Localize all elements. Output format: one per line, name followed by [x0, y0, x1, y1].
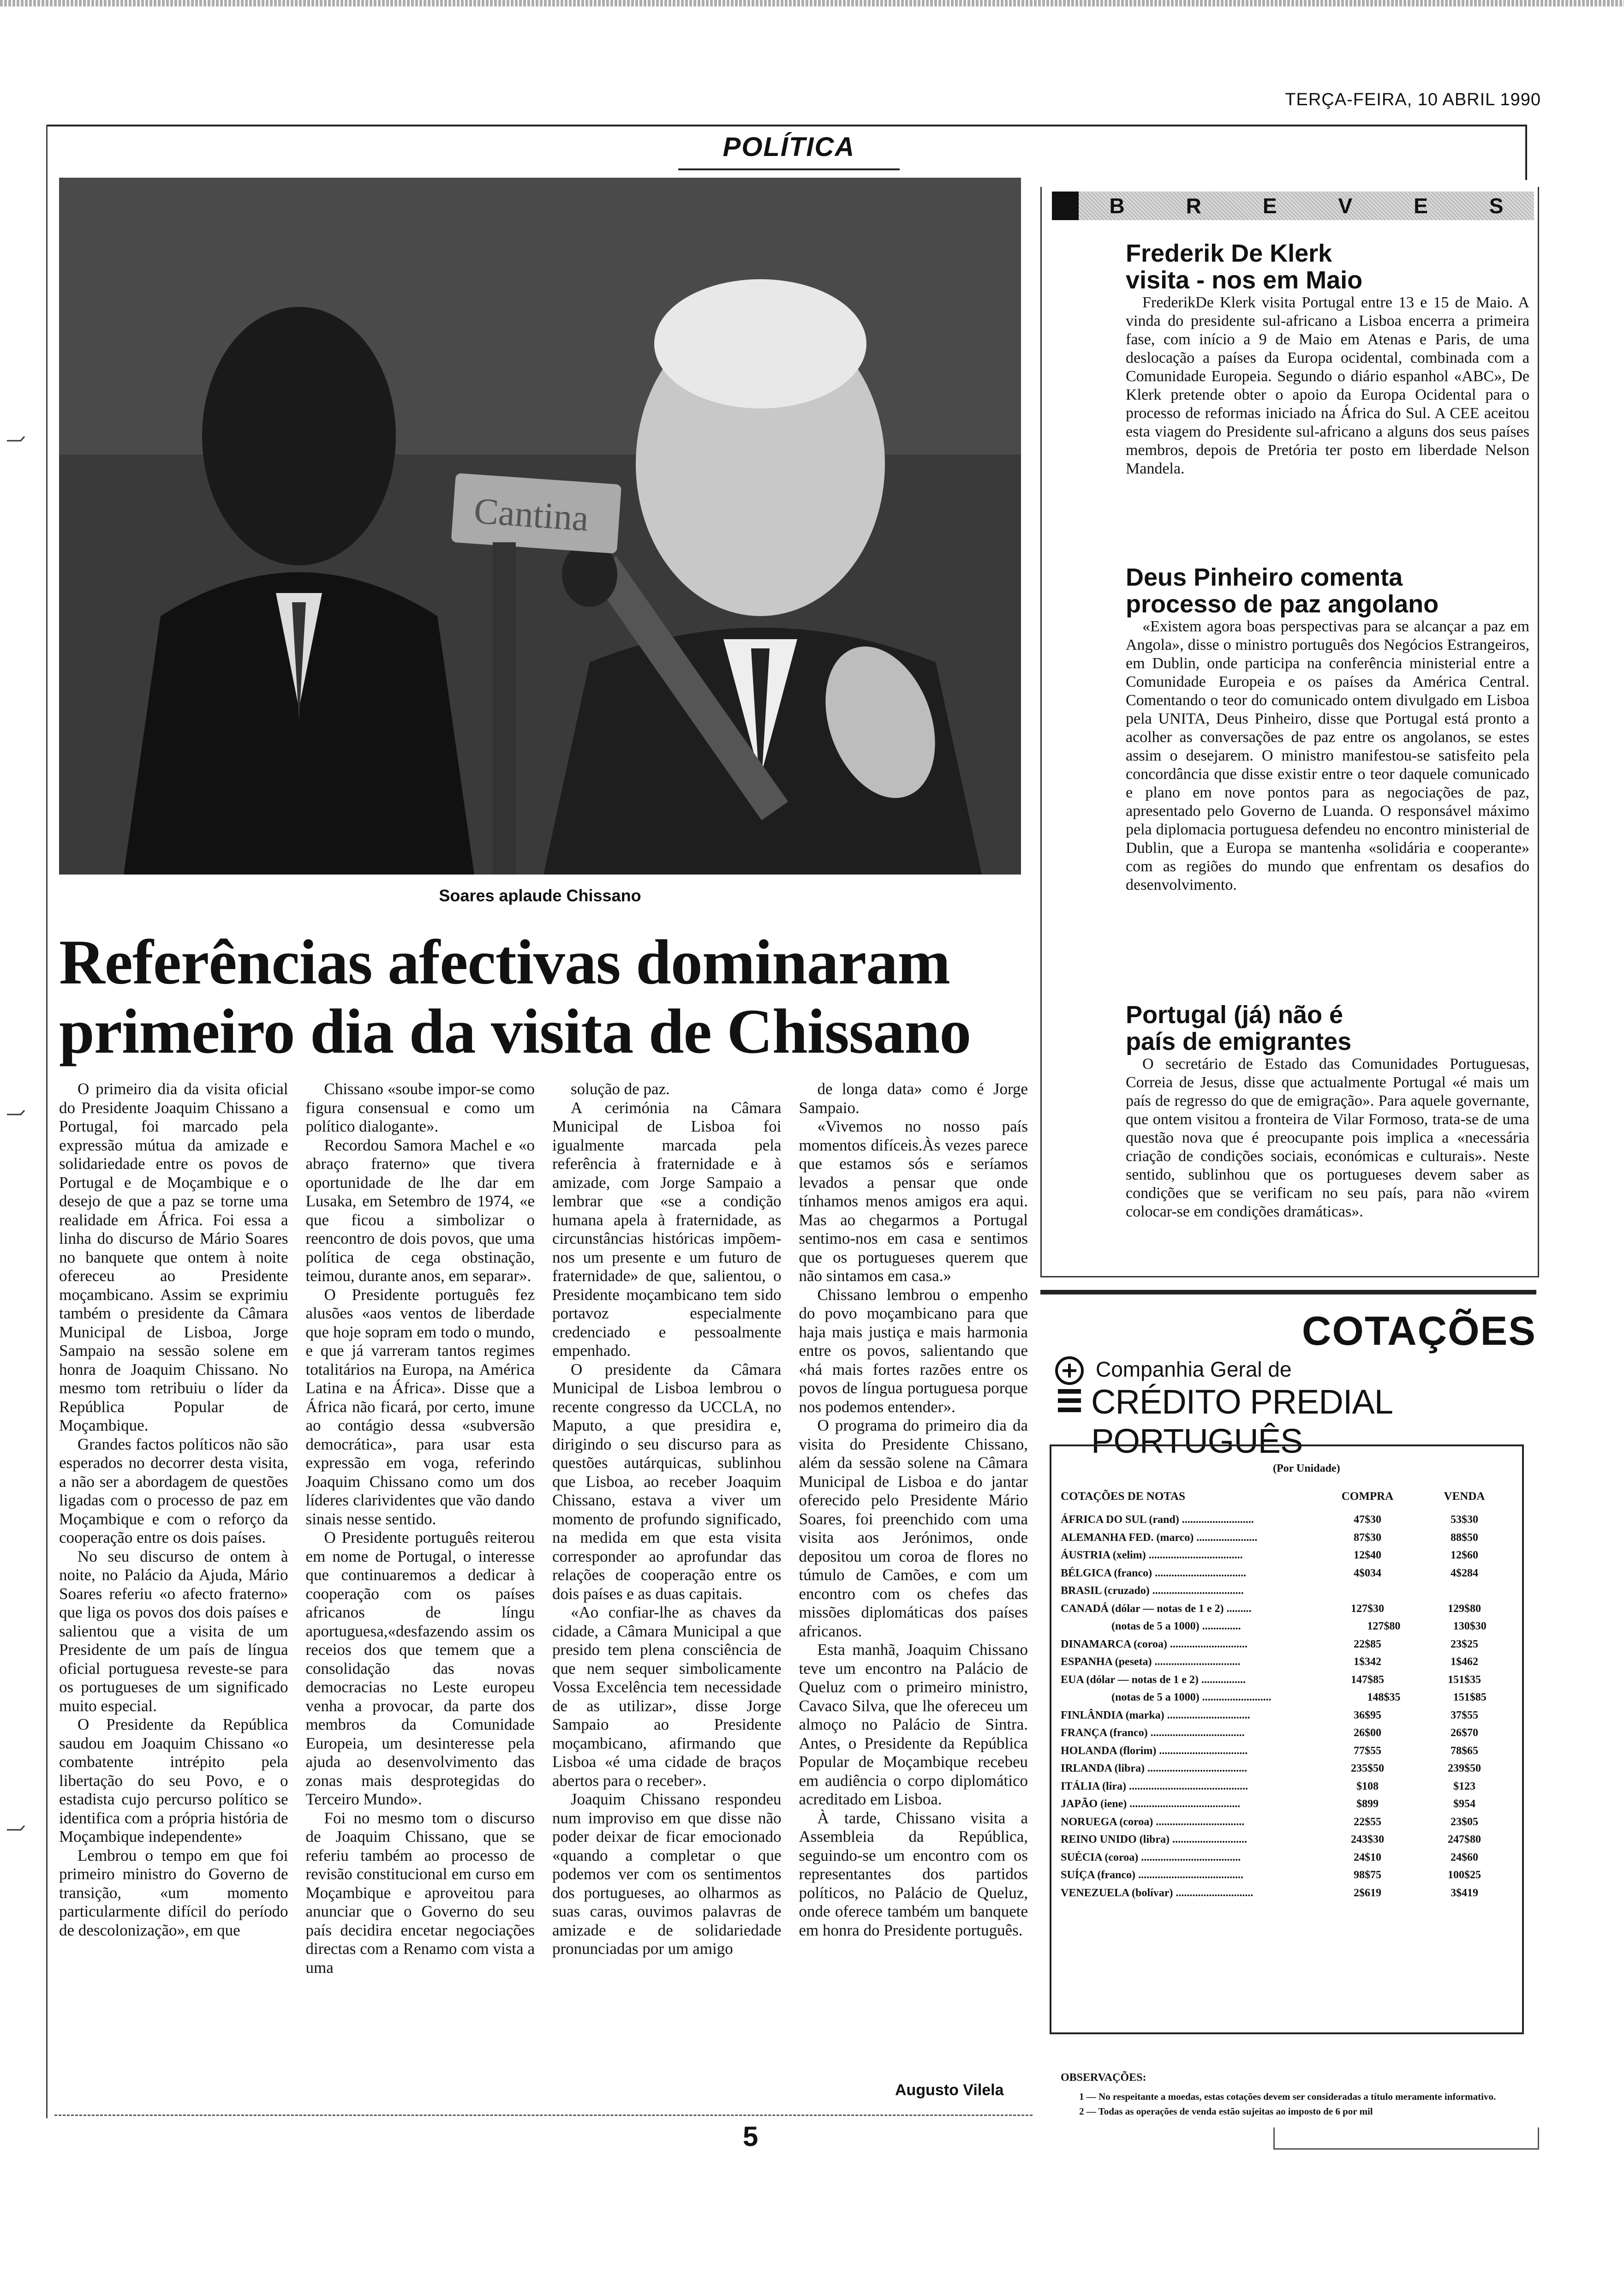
rate-currency: VENEZUELA (bolívar) ............................: [1061, 1887, 1254, 1899]
rate-compra: 77$55: [1354, 1744, 1381, 1757]
rate-currency: (notas de 5 a 1000) ..............: [1111, 1620, 1241, 1632]
rate-currency: FRANÇA (franco) ..................................: [1061, 1727, 1245, 1739]
rate-venda: [1416, 1582, 1513, 1600]
rate-row: [1061, 1778, 1513, 1796]
breves-letter: V: [1338, 194, 1353, 218]
rate-currency: NORUEGA (coroa) ................................: [1061, 1816, 1245, 1828]
rates-header: COTAÇÕES DE NOTAS COMPRA VENDA: [1061, 1490, 1485, 1503]
rate-currency: ESPANHA (peseta) ...............................: [1061, 1656, 1241, 1668]
rate-row: [1061, 1653, 1513, 1671]
rate-currency: ÁFRICA DO SUL (rand) ..........................: [1061, 1514, 1254, 1526]
rate-row: [1061, 1849, 1513, 1867]
frame-left-rule: [46, 125, 48, 2118]
rate-row: [1061, 1689, 1513, 1707]
frame-right-rule: [1525, 125, 1527, 180]
rate-compra: 47$30: [1354, 1514, 1381, 1526]
rate-compra: 127$80: [1367, 1620, 1401, 1632]
rate-row: [1061, 1618, 1513, 1636]
breve-title: Portugal (já) não é país de emigrantes: [1126, 1001, 1352, 1055]
rate-venda: 1$462: [1451, 1656, 1478, 1668]
rate-compra: $108: [1356, 1780, 1379, 1792]
rate-compra: 148$35: [1367, 1691, 1401, 1703]
breves-letter: R: [1186, 194, 1201, 218]
rate-venda: 23$25: [1451, 1638, 1478, 1650]
rate-currency: BRASIL (cruzado) .................................: [1061, 1585, 1244, 1597]
corner-bracket: [1273, 2127, 1539, 2150]
rate-compra: 22$85: [1354, 1638, 1381, 1650]
rate-row: [1061, 1671, 1513, 1689]
breve-title: Deus Pinheiro comenta processo de paz angolano: [1126, 563, 1439, 618]
rate-currency: IRLANDA (libra) ....................................: [1061, 1762, 1248, 1774]
rate-venda: 151$85: [1453, 1691, 1487, 1703]
rate-venda: 12$60: [1451, 1549, 1478, 1561]
rate-currency: CANADÁ (dólar — notas de 1 e 2) .........: [1061, 1602, 1252, 1615]
article-column-1: O primeiro dia da visita oficial do Presidente Joaquim Chissano a Portugal, foi marcado pela expressão mútua da amizade e solidariedade entre os povos de Portugal e de Moçambique e o desejo de que a paz se torne uma realidade em África. Foi essa a linha do discurso de Mário Soares no banquete que ontem à noite ofereceu ao Presidente moçambicano. Assim se exprimiu também o presidente da Câmara Municipal de Lisboa, Jorge Sampaio na sessão solene em honra de Joaquim Chissano. No mesmo tom retribuiu o líder da República Popular de Moçambique. Grandes factos políticos não são esperados no decorrer desta visita, a não ser a abordagem de questões ligadas com o processo de paz em Moçambique e com o reforço da cooperação entre os dois países. No seu discurso de ontem à noite, no Palácio da Ajuda, Mário Soares referiu «o afecto fraterno» que liga os povos dos dois países e salientou que a visita de um Presidente de um país de língua oficial portuguesa reveste-se para os portugueses de um significado muito especial. O Presidente da República saudou em Joaquim Chissano «o combatente intrépito pela libertação do seu Povo, e o estadista cujo percurso político se identifica com a própria história de Moçambique independente» Lembrou o tempo em que foi primeiro ministro do Governo de transição, «um momento particularmente difícil do período de descolonização», em que: [59, 1080, 288, 1939]
rate-compra: 24$10: [1354, 1851, 1381, 1864]
rate-row: [1061, 1760, 1513, 1778]
article-headline: Referências afectivas dominaram primeiro dia da visita de Chissano: [59, 927, 971, 1067]
breves-letter: S: [1489, 194, 1504, 218]
cotacoes-title: COTAÇÕES: [1302, 1308, 1536, 1354]
rate-venda: 129$80: [1448, 1602, 1481, 1615]
rate-venda: 100$25: [1448, 1869, 1481, 1881]
rate-compra: 98$75: [1354, 1869, 1381, 1881]
rate-compra: 235$50: [1351, 1762, 1384, 1774]
cotacoes-panel: [1040, 1290, 1536, 2139]
article-byline: Augusto Vilela: [895, 2081, 1004, 2099]
rate-compra: 1$342: [1354, 1656, 1381, 1668]
rates-unit: (Por Unidade): [1273, 1462, 1340, 1474]
bank-name-line1: Companhia Geral de: [1096, 1357, 1292, 1381]
rate-currency: FINLÂNDIA (marka) ..............................: [1061, 1709, 1250, 1721]
top-border: [0, 0, 1624, 6]
rate-compra: 12$40: [1354, 1549, 1381, 1561]
rate-venda: 37$55: [1451, 1709, 1478, 1721]
article-bottom-rule: [54, 2115, 1033, 2116]
rate-currency: ALEMANHA FED. (marco) ......................: [1061, 1531, 1258, 1544]
rates-rows: [1061, 1511, 1513, 1902]
rate-compra: 2$619: [1354, 1887, 1381, 1899]
registration-mark: [7, 434, 25, 448]
rates-table: [1050, 1444, 1524, 2117]
rate-compra: 147$85: [1351, 1673, 1384, 1686]
rate-currency: EUA (dólar — notas de 1 e 2) ................: [1061, 1673, 1246, 1686]
rate-compra: [1319, 1582, 1416, 1600]
breve-text: «Existem agora boas perspectivas para se alcançar a paz em Angola», disse o ministro português dos Negócios Estrangeiros, em Dublin, onde participa na conferência ministerial entre a Comunidade Europeia e os países da América Central. Comentando o teor do comunicado ontem divulgado em Lisboa pela UNITA, Deus Pinheiro, disse que Portugal está pronto a acolher as conversações de paz entre os angolanos, se estes assim o desejarem. O ministro manifestou-se satisfeito pela concordância que disse existir entre o teor daquele comunicado e plano em nove pontos para as negociações de paz, apresentado pelo Governo de Luanda. O responsável máximo pela diplomacia portuguesa defendeu no encontro ministerial de Dublin, que a Europa se mantenha «solidária e cooperante» com as regiões do mundo que enfrentam os desafios do desenvolvimento.: [1126, 618, 1529, 893]
rate-compra: 127$30: [1351, 1602, 1384, 1615]
rate-currency: HOLANDA (florim) ................................: [1061, 1744, 1248, 1757]
rate-venda: 23$05: [1451, 1816, 1478, 1828]
rate-compra: 26$00: [1354, 1727, 1381, 1739]
article-column-4: de longa data» como é Jorge Sampaio. «Vivemos no nosso país momentos difíceis.Às vezes parece que estamos sós e seríamos levados a pensar que onde tínhamos menos amigos era aqui. Mas ao chegarmos a Portugal sentimo-nos em casa e sentimos que os portugueses querem que não sintamos em casa.» Chissano lembrou o empenho do povo moçambicano para que haja mais justiça e mais harmonia entre os povos, salientando que «há mais fortes razões entre os povos de língua portuguesa porque nos podemos entender». O programa do primeiro dia da visita do Presidente Chissano, além da sessão solene na Câmara Municipal de Lisboa e do jantar oferecido pelo Presidente Mário Soares, foi preenchido com uma visita aos Jerónimos, onde depositou um coroa de flores no túmulo de Camões, e com um encontro com os chefes das missões diplomáticas dos países africanos. Esta manhã, Joaquim Chissano teve um encontro na Palácio de Queluz com o primeiro ministro, Cavaco Silva, que lhe ofereceu um almoço no Palácio de Sintra. Antes, o Presidente da República Popular de Moçambique recebeu em audiência o corpo diplomático acreditado em Lisboa. À tarde, Chissano visita a Assembleia da República, seguindo-se um encontro com os representantes dos partidos políticos, no Palácio de Queluz, onde oferece também um banquete em honra do Presidente português.: [799, 1080, 1028, 1939]
article-body: [59, 1080, 1028, 2100]
issue-date: TERÇA-FEIRA, 10 ABRIL 1990: [1285, 90, 1541, 109]
rate-compra: 22$55: [1354, 1816, 1381, 1828]
rate-currency: REINO UNIDO (libra) ...........................: [1061, 1834, 1248, 1846]
rate-venda: $123: [1453, 1780, 1475, 1792]
rate-venda: 26$70: [1451, 1727, 1478, 1739]
rate-venda: 151$35: [1448, 1673, 1481, 1686]
bank-logo-icon: [1053, 1354, 1086, 1414]
rate-currency: JAPÃO (iene) ........................................: [1061, 1798, 1241, 1810]
rate-venda: 53$30: [1451, 1514, 1478, 1526]
registration-mark: [7, 1108, 25, 1121]
rate-row: [1061, 1884, 1513, 1902]
rate-venda: 130$30: [1453, 1620, 1487, 1632]
rate-row: [1061, 1707, 1513, 1725]
page-number: 5: [743, 2121, 758, 2152]
rate-currency: ÁUSTRIA (xelim) ..................................: [1061, 1549, 1243, 1561]
observation-note: 1 — No respeitante a moedas, estas cotações devem ser consideradas a título meramente informativo.: [1079, 2091, 1496, 2102]
news-photo: [59, 178, 1021, 875]
breve-text: O secretário de Estado das Comunidades Portuguesas, Correia de Jesus, disse que actualmente Portugal «é mais um país de regresso do que de emigração». Para aquele governante, que ontem visitou a fronteira de Vilar Formoso, trata-se de uma questão nova que é preocupante pois implica a «necessária criação de condições sociais, económicas e culturais». Neste sentido, sublinhou que os portugueses devem saber as condições que se verificam no seu país, para não «virem colocar-se em condições dramáticas».: [1126, 1055, 1529, 1220]
microphone-label: Cantina: [472, 491, 590, 539]
section-label: POLÍTICA: [678, 132, 900, 170]
rate-compra: 243$30: [1351, 1834, 1384, 1846]
rate-venda: 247$80: [1448, 1834, 1481, 1846]
rate-row: [1061, 1724, 1513, 1742]
rate-row: [1061, 1529, 1513, 1547]
rate-venda: 3$419: [1451, 1887, 1478, 1899]
rate-currency: (notas de 5 a 1000) .........................: [1111, 1691, 1272, 1703]
rate-row: [1061, 1546, 1513, 1564]
observation-note: 2 — Todas as operações de venda estão sujeitas ao imposto de 6 por mil: [1079, 2106, 1373, 2117]
article-column-2: Chissano «soube impor-se como figura consensual e como um político dialogante». Recordou Samora Machel e «o abraço fraterno» que tivera oportunidade de lhe dar em Lusaka, em Setembro de 1974, «e que ficou a simbolizar o reencontro de dois povos, que uma política de cega obstinação, teimou, durante anos, em separar». O Presidente português fez alusões «aos ventos de liberdade que hoje sopram em todo o mundo, e que já varreram tantos regimes totalitários na Europa, na América Latina e na África». Disse que a África não ficará, por certo, imune ao contágio dessa «subversão democrática», para usar esta expressão em voga, referindo Joaquim Chissano como um dos líderes clarividentes que vão dando sinais nesse sentido. O Presidente português reiterou em nome de Portugal, o interesse que continuaremos a dedicar à cooperação com os países africanos de língu aportuguesa,«desfazendo assim os receios dos que temem que a consolidação das novas democracias no Leste europeu venha a provocar, da parte dos membros da Comunidade Europeia, um desinteresse pela ajuda ao desenvolvimento das zonas mais desprotegidas do Terceiro Mundo». Foi no mesmo tom o discurso de Joaquim Chissano, que se referiu também ao processo de revisão constitucional em curso em Moçambique e aproveitou para anunciar que o Governo do seu país decidira encetar negociações directas com a Renamo com vista a uma: [305, 1080, 535, 1977]
rate-currency: ITÁLIA (lira) ...........................................: [1061, 1780, 1248, 1792]
rate-venda: 4$284: [1451, 1567, 1478, 1579]
rate-venda: $954: [1453, 1798, 1475, 1810]
rate-currency: BÉLGICA (franco) .................................: [1061, 1567, 1246, 1579]
breve-item: [1126, 240, 1529, 478]
rate-compra: 36$95: [1354, 1709, 1381, 1721]
breve-text: FrederikDe Klerk visita Portugal entre 13 e 15 de Maio. A vinda do presidente sul-africano a Lisboa encerra a primeira fase, com início a 9 de Maio em Atenas e Paris, de uma deslocação a países da Europa ocidental, combinada com a Comunidade Europeia. Segundo o diário espanhol «ABC», De Klerk pretende obter o apoio da Europa Ocidental para o processo de reformas iniciado na África do Sul. A CEE aceitou esta viagem do Presidente sul-africano a alguns dos seus países membros, depois de Pretória ter posto em liberdade Nelson Mandela.: [1126, 294, 1529, 477]
rate-currency: SUÉCIA (coroa) ....................................: [1061, 1851, 1241, 1864]
rate-currency: DINAMARCA (coroa) ............................: [1061, 1638, 1248, 1650]
rate-compra: 87$30: [1354, 1531, 1381, 1544]
rate-row: [1061, 1795, 1513, 1813]
breve-item: [1126, 1001, 1529, 1221]
rate-currency: SUÍÇA (franco) ......................................: [1061, 1869, 1243, 1881]
rate-compra: $899: [1356, 1798, 1379, 1810]
rate-row: [1061, 1742, 1513, 1760]
rate-venda: 239$50: [1448, 1762, 1481, 1774]
breve-item: [1126, 564, 1529, 894]
rate-row: [1061, 1582, 1513, 1600]
breves-letter: B: [1109, 194, 1125, 218]
breves-letter: E: [1262, 194, 1277, 218]
rate-row: [1061, 1636, 1513, 1654]
breves-square: [1052, 192, 1079, 220]
breves-banner: [1052, 192, 1534, 220]
rate-row: [1061, 1866, 1513, 1884]
rate-row: [1061, 1813, 1513, 1831]
registration-mark: [7, 1823, 25, 1837]
rate-venda: 24$60: [1451, 1851, 1478, 1864]
observations: OBSERVAÇÕES: 1 — No respeitante a moedas, estas cotações devem ser consideradas a título meramente informativo. 2 — Todas as operações de venda estão sujeitas ao imposto de 6 por mil: [1061, 2072, 1496, 2117]
breves-letter: E: [1414, 194, 1428, 218]
rate-venda: 88$50: [1451, 1531, 1478, 1544]
rate-venda: 78$65: [1451, 1744, 1478, 1757]
frame-top-rule: [46, 125, 1527, 126]
breve-title: Frederik De Klerk visita - nos em Maio: [1126, 240, 1363, 294]
rate-row: [1061, 1564, 1513, 1582]
rate-row: [1061, 1600, 1513, 1618]
bank-name-line2: CRÉDITO PREDIAL PORTUGUÊS: [1091, 1383, 1392, 1460]
rate-row: [1061, 1831, 1513, 1849]
rate-compra: 4$034: [1354, 1567, 1381, 1579]
rate-row: [1061, 1511, 1513, 1529]
article-column-3: solução de paz. A cerimónia na Câmara Municipal de Lisboa foi igualmente marcada pela referência à fraternidade e à amizade, com Jorge Sampaio a lembrar que «se a condição humana apela à fraternidade, as circunstâncias históricas impõem-nos um presente e um futuro de fraternidade» de que, salientou, o Presidente moçambicano tem sido portavoz especialmente credenciado e pessoalmente empenhado. O presidente da Câmara Municipal de Lisboa lembrou o recente congresso da UCCLA, no Maputo, a que presidira e, dirigindo o seu discurso para as questões autárquicas, sublinhou que Lisboa, ao receber Joaquim Chissano, estava a viver um momento de profundo significado, na medida em que esta visita corresponder ao aprofundar das relações de cooperação entre os dois países e as duas capitais. «Ao confiar-lhe as chaves da cidade, a Câmara Municipal a que presido tem plena consciência de que nem sequer simbolicamente Vossa Excelência tem necessidade de as utilizar», disse Jorge Sampaio ao Presidente moçambicano, afirmando que Lisboa «é uma cidade de braços abertos para o receber». Joaquim Chissano respondeu num improviso em que disse não poder deixar de ficar emocionado «quando a completar o que podemos ver com os sentimentos dos portugueses, ao olharmos as suas caras, ouvimos palavras de amizade e de solidariedade pronunciadas por um amigo: [552, 1080, 782, 1958]
photo-caption: Soares aplaude Chissano: [439, 886, 641, 905]
